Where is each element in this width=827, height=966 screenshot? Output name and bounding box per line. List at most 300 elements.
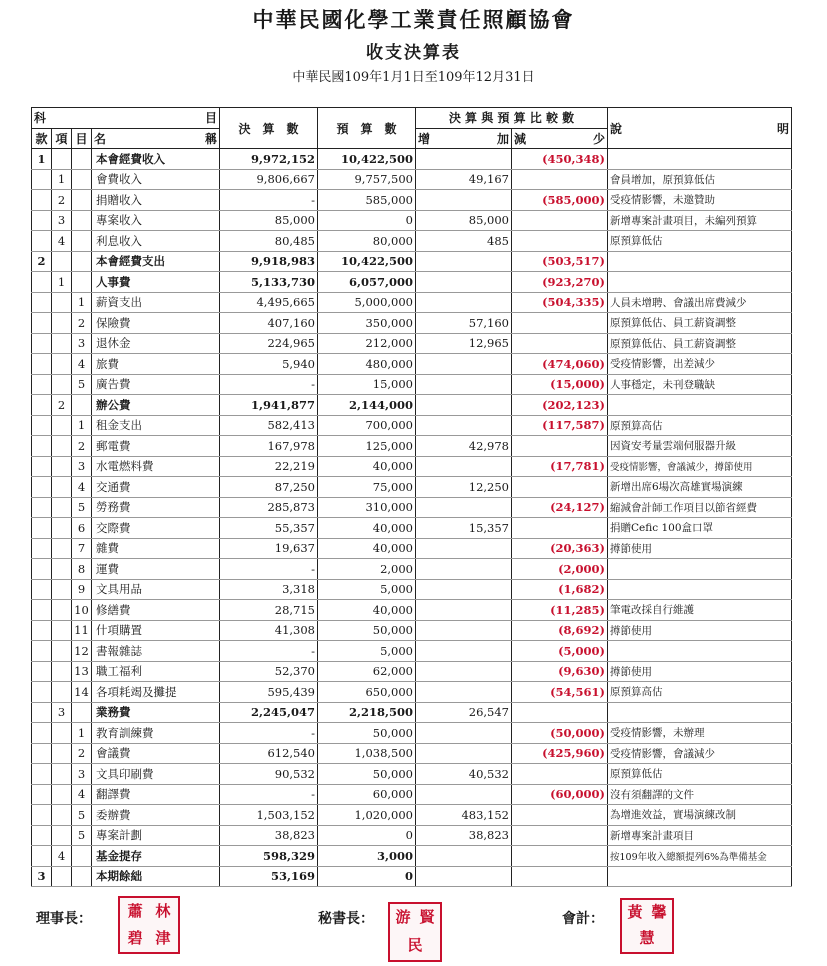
row-mu: 8 bbox=[72, 559, 92, 580]
row-name: 本會經費支出 bbox=[92, 251, 220, 272]
table-row bbox=[32, 149, 792, 170]
row-budget: 3,000 bbox=[318, 846, 416, 867]
row-decrease bbox=[512, 702, 608, 723]
row-actual: 41,308 bbox=[220, 620, 318, 641]
row-name: 薪資支出 bbox=[92, 292, 220, 313]
row-increase: 42,978 bbox=[416, 436, 512, 457]
row-increase bbox=[416, 251, 512, 272]
row-name: 保險費 bbox=[92, 313, 220, 334]
table-row bbox=[32, 456, 792, 477]
header-remark-b: 明 bbox=[776, 121, 789, 136]
row-kuan bbox=[32, 784, 52, 805]
row-actual: 85,000 bbox=[220, 210, 318, 231]
row-decrease: (474,060) bbox=[512, 354, 608, 375]
row-remark: 撙節使用 bbox=[608, 620, 792, 641]
row-remark: 新增專案計畫項目，未編列預算 bbox=[608, 210, 792, 231]
row-decrease: (1,682) bbox=[512, 579, 608, 600]
row-remark: 沒有須翻譯的文件 bbox=[608, 784, 792, 805]
row-actual: 22,219 bbox=[220, 456, 318, 477]
row-decrease: (425,960) bbox=[512, 743, 608, 764]
row-budget: 480,000 bbox=[318, 354, 416, 375]
row-actual: 224,965 bbox=[220, 333, 318, 354]
row-actual: 5,133,730 bbox=[220, 272, 318, 293]
row-kuan bbox=[32, 477, 52, 498]
row-budget: 10,422,500 bbox=[318, 251, 416, 272]
row-decrease: (2,000) bbox=[512, 559, 608, 580]
row-kuan bbox=[32, 846, 52, 867]
table-row bbox=[32, 354, 792, 375]
table-row bbox=[32, 190, 792, 211]
row-remark bbox=[608, 251, 792, 272]
row-remark bbox=[608, 395, 792, 416]
row-increase bbox=[416, 374, 512, 395]
table-row bbox=[32, 333, 792, 354]
row-remark: 原預算低估、員工薪資調整 bbox=[608, 313, 792, 334]
row-increase: 15,357 bbox=[416, 518, 512, 539]
row-budget: 5,000,000 bbox=[318, 292, 416, 313]
row-actual: 38,823 bbox=[220, 825, 318, 846]
row-mu: 9 bbox=[72, 579, 92, 600]
table-row bbox=[32, 866, 792, 887]
table-row bbox=[32, 251, 792, 272]
row-actual: 285,873 bbox=[220, 497, 318, 518]
row-kuan bbox=[32, 374, 52, 395]
row-kuan bbox=[32, 579, 52, 600]
row-mu bbox=[72, 866, 92, 887]
row-remark: 新增出席6場次高雄實場演練 bbox=[608, 477, 792, 498]
table-row bbox=[32, 559, 792, 580]
row-decrease: (11,285) bbox=[512, 600, 608, 621]
row-kuan bbox=[32, 292, 52, 313]
row-budget: 700,000 bbox=[318, 415, 416, 436]
row-mu: 4 bbox=[72, 354, 92, 375]
seal-char: 津 bbox=[155, 928, 171, 947]
header-kuan: 款 bbox=[32, 128, 52, 149]
row-xiang bbox=[52, 743, 72, 764]
row-budget: 2,000 bbox=[318, 559, 416, 580]
seal-char: 蕭 bbox=[127, 901, 143, 920]
row-remark bbox=[608, 149, 792, 170]
row-name: 會議費 bbox=[92, 743, 220, 764]
row-actual: 55,357 bbox=[220, 518, 318, 539]
row-actual: - bbox=[220, 559, 318, 580]
row-remark: 撙節使用 bbox=[608, 538, 792, 559]
row-budget: 2,218,500 bbox=[318, 702, 416, 723]
row-remark: 縮減會計師工作項目以節省經費 bbox=[608, 497, 792, 518]
row-actual: 19,637 bbox=[220, 538, 318, 559]
row-decrease bbox=[512, 764, 608, 785]
row-decrease bbox=[512, 210, 608, 231]
row-mu: 14 bbox=[72, 682, 92, 703]
row-name: 本期餘絀 bbox=[92, 866, 220, 887]
row-budget: 15,000 bbox=[318, 374, 416, 395]
row-mu: 6 bbox=[72, 518, 92, 539]
row-decrease bbox=[512, 436, 608, 457]
row-budget: 6,057,000 bbox=[318, 272, 416, 293]
seal-char: 碧 bbox=[127, 928, 143, 947]
row-actual: 1,941,877 bbox=[220, 395, 318, 416]
table-row bbox=[32, 620, 792, 641]
row-mu bbox=[72, 702, 92, 723]
row-mu: 5 bbox=[72, 805, 92, 826]
row-kuan bbox=[32, 559, 52, 580]
row-budget: 2,144,000 bbox=[318, 395, 416, 416]
row-decrease: (15,000) bbox=[512, 374, 608, 395]
row-name: 翻譯費 bbox=[92, 784, 220, 805]
row-actual: 582,413 bbox=[220, 415, 318, 436]
seal-char: 游 bbox=[395, 908, 411, 927]
row-mu: 5 bbox=[72, 825, 92, 846]
row-decrease bbox=[512, 825, 608, 846]
row-kuan bbox=[32, 210, 52, 231]
header-cheng: 稱 bbox=[204, 131, 217, 146]
row-mu: 5 bbox=[72, 497, 92, 518]
row-xiang bbox=[52, 354, 72, 375]
row-budget: 5,000 bbox=[318, 641, 416, 662]
row-name: 辦公費 bbox=[92, 395, 220, 416]
row-increase bbox=[416, 641, 512, 662]
row-increase bbox=[416, 538, 512, 559]
row-xiang bbox=[52, 292, 72, 313]
row-actual: 3,318 bbox=[220, 579, 318, 600]
header-shao: 少 bbox=[592, 131, 605, 146]
row-name: 退休金 bbox=[92, 333, 220, 354]
row-actual: 53,169 bbox=[220, 866, 318, 887]
row-decrease: (117,587) bbox=[512, 415, 608, 436]
row-name: 專案計劃 bbox=[92, 825, 220, 846]
header-inc: 增 bbox=[418, 131, 431, 146]
row-increase bbox=[416, 579, 512, 600]
row-remark: 受疫情影響，會議減少，撙節使用 bbox=[608, 456, 792, 477]
row-remark bbox=[608, 579, 792, 600]
table-row bbox=[32, 497, 792, 518]
row-budget: 9,757,500 bbox=[318, 169, 416, 190]
report-title: 收支決算表 bbox=[366, 43, 461, 63]
header-dec: 減 bbox=[514, 131, 527, 146]
row-xiang bbox=[52, 784, 72, 805]
row-decrease bbox=[512, 313, 608, 334]
row-budget: 585,000 bbox=[318, 190, 416, 211]
row-kuan bbox=[32, 538, 52, 559]
row-xiang bbox=[52, 764, 72, 785]
secretary-label: 秘書長： bbox=[318, 911, 374, 927]
row-mu: 3 bbox=[72, 333, 92, 354]
table-row bbox=[32, 784, 792, 805]
row-decrease bbox=[512, 846, 608, 867]
row-xiang bbox=[52, 456, 72, 477]
row-mu: 4 bbox=[72, 784, 92, 805]
table-row bbox=[32, 169, 792, 190]
row-actual: 9,918,983 bbox=[220, 251, 318, 272]
seal-char: 馨 bbox=[651, 903, 667, 922]
row-increase bbox=[416, 620, 512, 641]
row-decrease: (504,335) bbox=[512, 292, 608, 313]
row-increase: 26,547 bbox=[416, 702, 512, 723]
row-name: 書報雜誌 bbox=[92, 641, 220, 662]
row-budget: 50,000 bbox=[318, 723, 416, 744]
row-remark: 為增進效益，實場演練改制 bbox=[608, 805, 792, 826]
row-name: 文具印刷費 bbox=[92, 764, 220, 785]
table-row bbox=[32, 805, 792, 826]
chairman-seal bbox=[118, 896, 180, 954]
row-name: 文具用品 bbox=[92, 579, 220, 600]
row-budget: 10,422,500 bbox=[318, 149, 416, 170]
row-name: 各項耗竭及攤提 bbox=[92, 682, 220, 703]
row-name: 人事費 bbox=[92, 272, 220, 293]
row-xiang bbox=[52, 579, 72, 600]
row-kuan bbox=[32, 313, 52, 334]
row-name: 本會經費收入 bbox=[92, 149, 220, 170]
header-remark bbox=[608, 108, 792, 149]
row-budget: 350,000 bbox=[318, 313, 416, 334]
row-xiang: 1 bbox=[52, 169, 72, 190]
table-row bbox=[32, 210, 792, 231]
row-actual: 90,532 bbox=[220, 764, 318, 785]
table-row bbox=[32, 395, 792, 416]
table-row bbox=[32, 641, 792, 662]
row-decrease: (50,000) bbox=[512, 723, 608, 744]
secretary-seal bbox=[388, 902, 442, 962]
row-decrease bbox=[512, 477, 608, 498]
row-kuan bbox=[32, 415, 52, 436]
header-subject bbox=[32, 108, 220, 129]
row-actual: 80,485 bbox=[220, 231, 318, 252]
chairman-label: 理事長： bbox=[36, 911, 92, 927]
row-xiang bbox=[52, 661, 72, 682]
row-increase bbox=[416, 354, 512, 375]
row-xiang bbox=[52, 497, 72, 518]
row-xiang: 3 bbox=[52, 210, 72, 231]
row-mu bbox=[72, 395, 92, 416]
row-xiang bbox=[52, 805, 72, 826]
row-remark: 新增專案計畫項目 bbox=[608, 825, 792, 846]
row-kuan bbox=[32, 333, 52, 354]
table-row bbox=[32, 764, 792, 785]
row-remark: 因資安考量雲端伺服器升級 bbox=[608, 436, 792, 457]
header-mu: 目 bbox=[204, 111, 217, 126]
row-remark: 原預算高估 bbox=[608, 682, 792, 703]
table-row bbox=[32, 600, 792, 621]
row-name: 利息收入 bbox=[92, 231, 220, 252]
row-name: 水電燃料費 bbox=[92, 456, 220, 477]
row-increase bbox=[416, 600, 512, 621]
row-mu: 2 bbox=[72, 743, 92, 764]
row-increase bbox=[416, 149, 512, 170]
table-row bbox=[32, 682, 792, 703]
header-mu2: 目 bbox=[72, 128, 92, 149]
row-xiang bbox=[52, 518, 72, 539]
row-increase: 85,000 bbox=[416, 210, 512, 231]
row-remark bbox=[608, 559, 792, 580]
row-kuan bbox=[32, 825, 52, 846]
row-remark: 原預算低估、員工薪資調整 bbox=[608, 333, 792, 354]
org-title: 中華民國化學工業責任照顧協會 bbox=[252, 7, 575, 32]
row-kuan bbox=[32, 169, 52, 190]
row-increase bbox=[416, 866, 512, 887]
row-mu: 7 bbox=[72, 538, 92, 559]
row-xiang: 3 bbox=[52, 702, 72, 723]
row-xiang: 1 bbox=[52, 272, 72, 293]
row-mu bbox=[72, 231, 92, 252]
row-increase bbox=[416, 456, 512, 477]
row-budget: 310,000 bbox=[318, 497, 416, 518]
row-remark bbox=[608, 702, 792, 723]
row-actual: 87,250 bbox=[220, 477, 318, 498]
row-increase: 485 bbox=[416, 231, 512, 252]
row-xiang bbox=[52, 374, 72, 395]
row-decrease: (24,127) bbox=[512, 497, 608, 518]
row-name: 會費收入 bbox=[92, 169, 220, 190]
seal-char: 慧 bbox=[639, 929, 655, 948]
row-xiang bbox=[52, 723, 72, 744]
header-decrease bbox=[512, 128, 608, 149]
row-xiang: 2 bbox=[52, 190, 72, 211]
row-name: 職工福利 bbox=[92, 661, 220, 682]
row-xiang: 4 bbox=[52, 231, 72, 252]
row-kuan bbox=[32, 743, 52, 764]
row-kuan: 2 bbox=[32, 251, 52, 272]
row-remark: 原預算低估 bbox=[608, 764, 792, 785]
row-mu bbox=[72, 169, 92, 190]
row-xiang bbox=[52, 682, 72, 703]
row-name: 旅費 bbox=[92, 354, 220, 375]
row-remark: 按109年收入總額提列6%為準備基金 bbox=[608, 846, 792, 867]
row-mu bbox=[72, 251, 92, 272]
row-name: 委辦費 bbox=[92, 805, 220, 826]
table-row bbox=[32, 825, 792, 846]
row-remark bbox=[608, 641, 792, 662]
row-name: 業務費 bbox=[92, 702, 220, 723]
row-decrease: (54,561) bbox=[512, 682, 608, 703]
row-increase bbox=[416, 395, 512, 416]
row-kuan bbox=[32, 456, 52, 477]
row-decrease bbox=[512, 169, 608, 190]
row-mu: 12 bbox=[72, 641, 92, 662]
row-budget: 5,000 bbox=[318, 579, 416, 600]
row-decrease: (20,363) bbox=[512, 538, 608, 559]
row-remark: 受疫情影響，出差減少 bbox=[608, 354, 792, 375]
row-remark: 會員增加，原預算低估 bbox=[608, 169, 792, 190]
row-actual: - bbox=[220, 374, 318, 395]
row-name: 勞務費 bbox=[92, 497, 220, 518]
table-row bbox=[32, 374, 792, 395]
row-decrease: (17,781) bbox=[512, 456, 608, 477]
row-budget: 50,000 bbox=[318, 764, 416, 785]
seal-char: 民 bbox=[407, 936, 423, 955]
row-decrease bbox=[512, 866, 608, 887]
table-row bbox=[32, 538, 792, 559]
row-decrease bbox=[512, 231, 608, 252]
row-increase bbox=[416, 846, 512, 867]
row-budget: 125,000 bbox=[318, 436, 416, 457]
row-xiang bbox=[52, 866, 72, 887]
table-row bbox=[32, 579, 792, 600]
row-actual: 595,439 bbox=[220, 682, 318, 703]
row-decrease bbox=[512, 333, 608, 354]
row-xiang bbox=[52, 559, 72, 580]
row-budget: 0 bbox=[318, 866, 416, 887]
row-increase bbox=[416, 682, 512, 703]
row-decrease: (923,270) bbox=[512, 272, 608, 293]
row-budget: 650,000 bbox=[318, 682, 416, 703]
row-kuan bbox=[32, 600, 52, 621]
row-mu bbox=[72, 190, 92, 211]
row-xiang bbox=[52, 149, 72, 170]
row-remark: 捐贈Cefic 100盒口罩 bbox=[608, 518, 792, 539]
row-xiang bbox=[52, 313, 72, 334]
seal-char: 林 bbox=[155, 901, 171, 920]
row-actual: 612,540 bbox=[220, 743, 318, 764]
row-budget: 40,000 bbox=[318, 600, 416, 621]
header-actual: 決 算 數 bbox=[220, 108, 318, 149]
table-row bbox=[32, 661, 792, 682]
row-remark bbox=[608, 272, 792, 293]
row-kuan bbox=[32, 231, 52, 252]
row-increase bbox=[416, 190, 512, 211]
table-row bbox=[32, 272, 792, 293]
table-row bbox=[32, 518, 792, 539]
row-name: 專案收入 bbox=[92, 210, 220, 231]
row-actual: - bbox=[220, 190, 318, 211]
header-ming: 名 bbox=[94, 131, 107, 146]
row-xiang: 4 bbox=[52, 846, 72, 867]
seal-char: 賢 bbox=[419, 908, 435, 927]
header-budget: 預 算 數 bbox=[318, 108, 416, 149]
row-remark: 受疫情影響，未邀贊助 bbox=[608, 190, 792, 211]
row-decrease bbox=[512, 518, 608, 539]
row-actual: 1,503,152 bbox=[220, 805, 318, 826]
row-increase bbox=[416, 497, 512, 518]
row-decrease: (503,517) bbox=[512, 251, 608, 272]
row-kuan bbox=[32, 272, 52, 293]
row-kuan bbox=[32, 190, 52, 211]
row-actual: 9,972,152 bbox=[220, 149, 318, 170]
row-increase bbox=[416, 784, 512, 805]
row-xiang bbox=[52, 600, 72, 621]
header-remark-a: 說 bbox=[610, 121, 623, 136]
row-mu: 3 bbox=[72, 456, 92, 477]
row-actual: 407,160 bbox=[220, 313, 318, 334]
row-kuan bbox=[32, 497, 52, 518]
row-mu: 11 bbox=[72, 620, 92, 641]
seal-char: 黃 bbox=[627, 903, 643, 922]
row-budget: 80,000 bbox=[318, 231, 416, 252]
row-kuan bbox=[32, 723, 52, 744]
row-xiang bbox=[52, 620, 72, 641]
row-increase bbox=[416, 292, 512, 313]
row-xiang bbox=[52, 477, 72, 498]
table-row bbox=[32, 313, 792, 334]
row-actual: 28,715 bbox=[220, 600, 318, 621]
row-budget: 0 bbox=[318, 825, 416, 846]
row-xiang bbox=[52, 333, 72, 354]
header-row-1 bbox=[32, 108, 792, 129]
row-decrease: (8,692) bbox=[512, 620, 608, 641]
row-kuan bbox=[32, 620, 52, 641]
row-kuan bbox=[32, 661, 52, 682]
row-mu bbox=[72, 272, 92, 293]
row-budget: 50,000 bbox=[318, 620, 416, 641]
row-mu bbox=[72, 210, 92, 231]
row-increase: 57,160 bbox=[416, 313, 512, 334]
table-row bbox=[32, 702, 792, 723]
table-row bbox=[32, 846, 792, 867]
row-budget: 40,000 bbox=[318, 456, 416, 477]
row-name: 雜費 bbox=[92, 538, 220, 559]
row-name: 基金提存 bbox=[92, 846, 220, 867]
row-actual: 52,370 bbox=[220, 661, 318, 682]
row-mu: 1 bbox=[72, 723, 92, 744]
